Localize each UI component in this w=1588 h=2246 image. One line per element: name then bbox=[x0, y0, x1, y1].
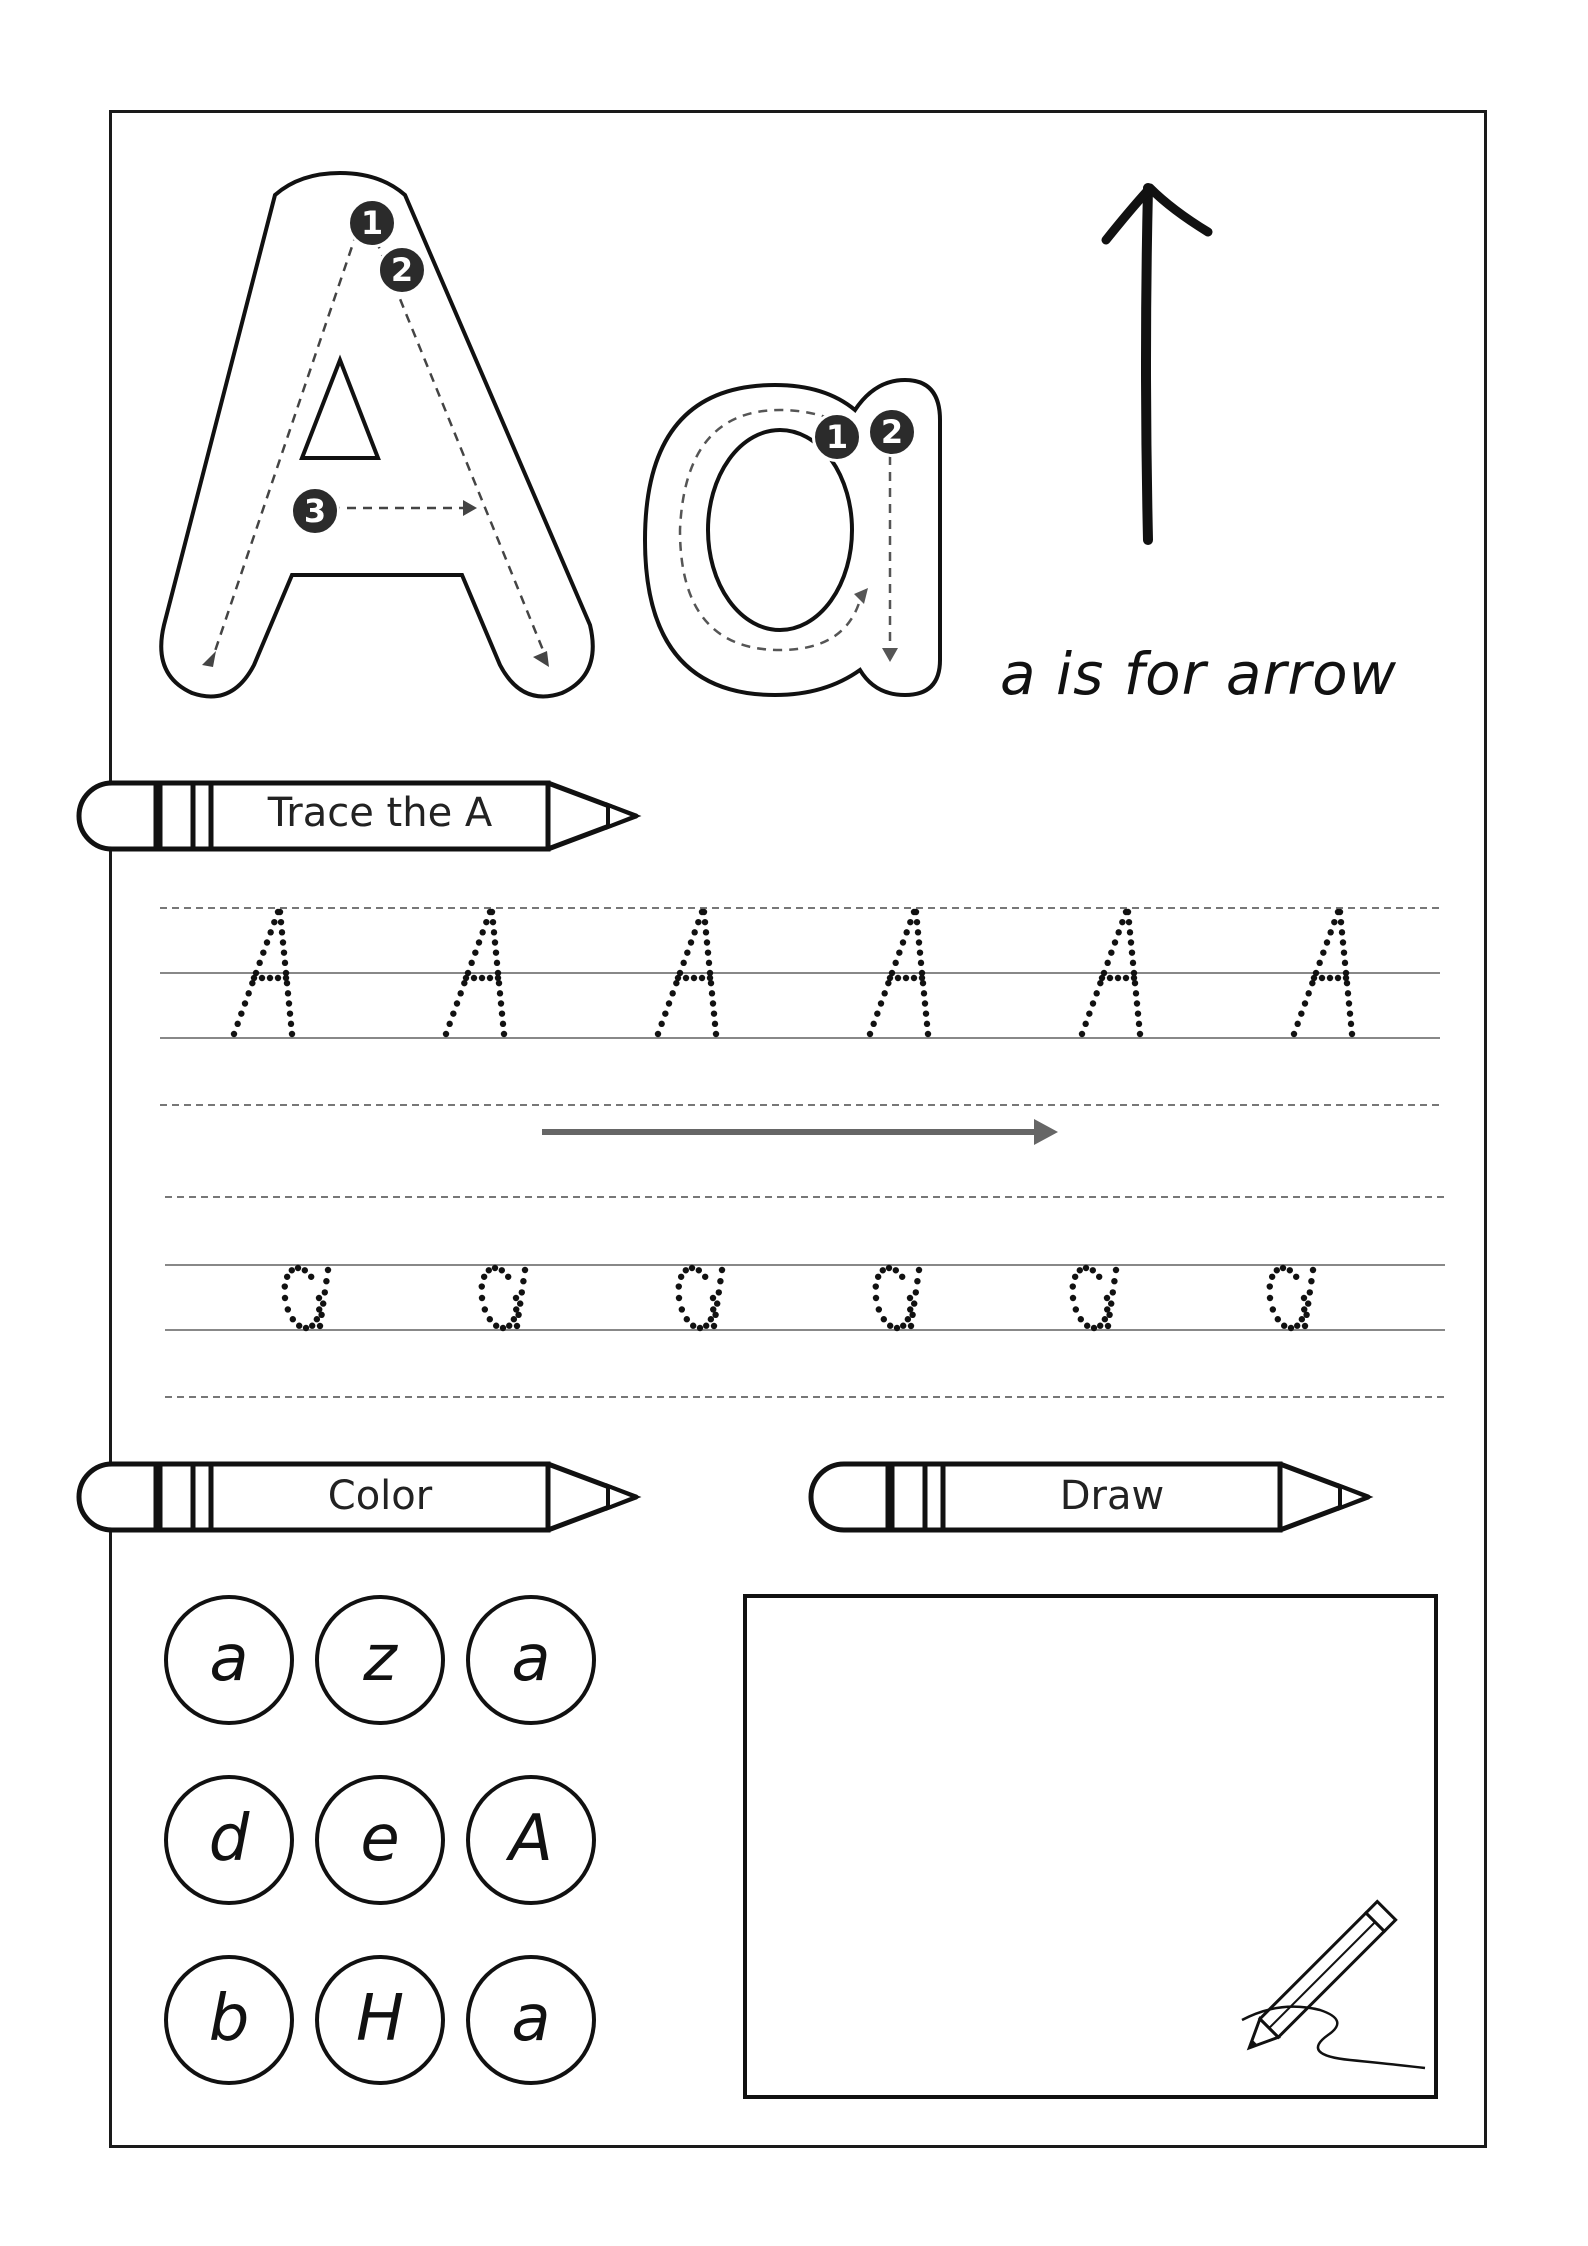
color-bubble-letter: z bbox=[363, 1622, 397, 1696]
color-bubble-letter: a bbox=[511, 1622, 551, 1696]
dotted-letter-lower bbox=[1070, 1265, 1120, 1331]
color-bubble-letter: d bbox=[208, 1802, 250, 1876]
pencil-icon bbox=[1210, 1870, 1430, 2090]
color-bubble-letter: a bbox=[209, 1622, 249, 1696]
stroke-badge-1-upper: 1 bbox=[347, 198, 397, 248]
draw-section-label: Draw bbox=[1059, 1473, 1165, 1519]
dotted-letter-lower bbox=[676, 1265, 726, 1331]
stroke-badge-1-lower: 1 bbox=[812, 412, 862, 462]
stroke-badge-2-lower: 2 bbox=[867, 407, 917, 457]
dotted-letter-lower bbox=[1267, 1265, 1317, 1331]
color-bubble-letter: A bbox=[509, 1802, 553, 1876]
stroke-badge-3-upper: 3 bbox=[290, 486, 340, 536]
dotted-letter-lower bbox=[282, 1265, 332, 1331]
color-bubble-letter: H bbox=[355, 1982, 405, 2056]
color-bubble-letter: e bbox=[360, 1802, 400, 1876]
color-bubble-letter: b bbox=[208, 1982, 250, 2056]
dotted-letter-lower bbox=[479, 1265, 529, 1331]
stroke-badge-2-upper: 2 bbox=[377, 245, 427, 295]
letter-caption: a is for arrow bbox=[1000, 640, 1398, 708]
dotted-letter-lower bbox=[873, 1265, 923, 1331]
color-section-label: Color bbox=[327, 1473, 433, 1519]
color-bubble-letter: a bbox=[511, 1982, 551, 2056]
trace-section-label: Trace the A bbox=[267, 790, 493, 836]
